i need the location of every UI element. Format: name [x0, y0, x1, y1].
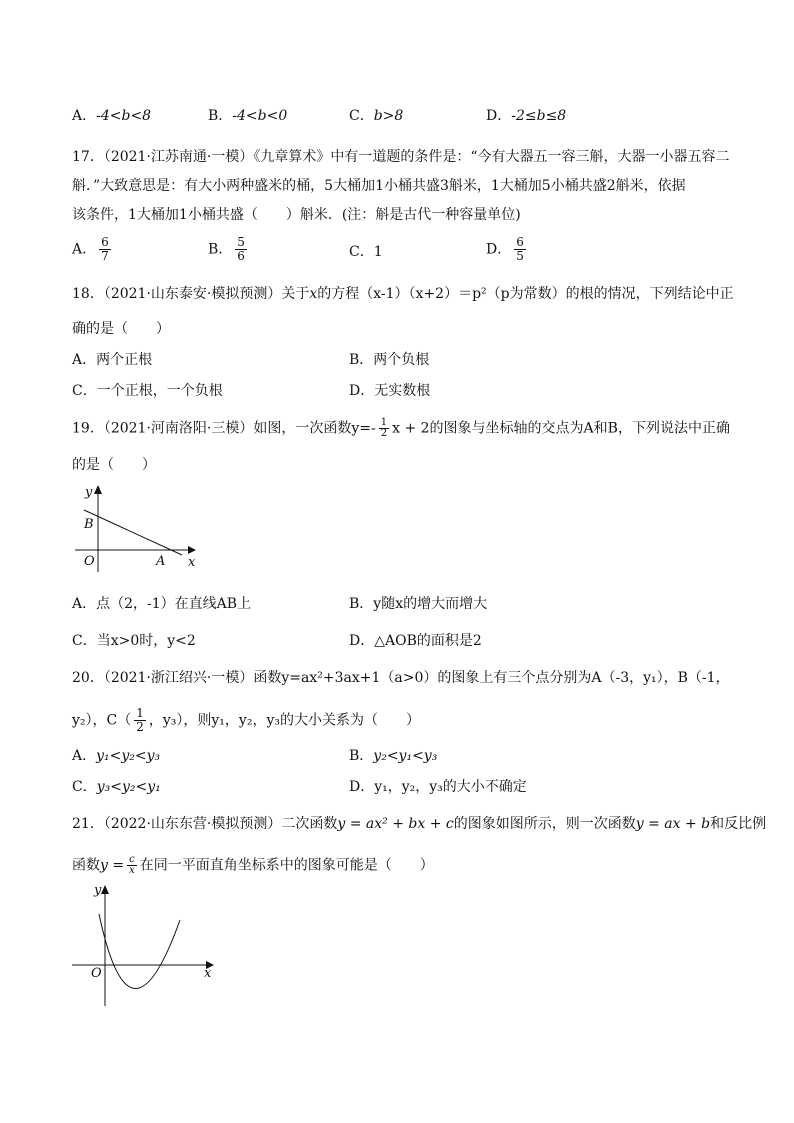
q19-graph — [70, 482, 200, 572]
q18-number: 18． — [72, 286, 104, 302]
q19-number: 19． — [72, 420, 104, 437]
q21-line-1: 21．（2022·山东东营·模拟预测）二次函数y = ax² + bx + c的图象如图所示，则一次函数y = ax + b和反比例 — [72, 816, 767, 832]
q18-option-b: B．两个负根 — [349, 352, 430, 368]
q16-option-c: C．b>8 — [349, 108, 404, 124]
q17-source: （2021·江苏南通·一模） — [103, 149, 254, 165]
q21-source: （2022·山东东营·模拟预测） — [103, 816, 282, 832]
q18-line-1: 18．（2021·山东泰安·模拟预测）关于x的方程（x-1）（x+2）＝p²（p为常数）的根的情况，下列结论中正 — [72, 286, 734, 302]
q18-option-a: A．两个正根 — [72, 352, 153, 368]
q20-number: 20． — [72, 670, 104, 686]
q18-source: （2021·山东泰安·模拟预测） — [103, 286, 282, 302]
q17-option-d: D． $\frac{6}{5}$ — [486, 235, 524, 263]
q20-option-d: D．y₁，y₂，y₃的大小不确定 — [349, 779, 527, 795]
q20-option-c: C．y₃<y₂<y₁ — [72, 779, 161, 795]
q19-y-label: y — [85, 485, 93, 500]
q19-option-a: A．点（2，-1）在直线AB上 — [72, 596, 252, 612]
q18-option-d: D．无实数根 — [349, 383, 431, 399]
q17-option-a: A． $\frac{6}{7}$ — [72, 235, 109, 263]
q21-y-arrow — [101, 885, 109, 894]
q20-line-1: 20．（2021·浙江绍兴·一模）函数y=ax²+3ax+1（a>0）的图象上有三个点分别为A（-3，y₁），B（-1， — [72, 670, 730, 686]
q19-x-label: x — [188, 555, 196, 570]
q19-point-b-label: B — [84, 517, 94, 532]
q16-option-b: B．-4<b<0 — [208, 108, 288, 124]
q19-y-arrow — [94, 485, 102, 494]
q21-line-2: 函数y = $\frac{c}{x}$ 在同一平面直角坐标系中的图象可能是（ ） — [72, 854, 434, 876]
q18-line-2: 确的是（ ） — [72, 321, 170, 337]
q19-origin-label: O — [84, 554, 95, 569]
q18-option-c: C．一个正根，一个负根 — [72, 383, 223, 399]
q21-number: 21． — [72, 816, 104, 832]
q17-option-c: C．1 — [349, 244, 383, 260]
q17-line-2: 斛．”大致意思是：有大小两种盛米的桶，5大桶加1小桶共盛3斛米，1大桶加5小桶共盛2斛米，依据 — [72, 178, 686, 194]
q19-source: （2021·河南洛阳·三模） — [103, 420, 254, 437]
q20-source: （2021·浙江绍兴·一模） — [103, 670, 254, 686]
q20-option-a: A．y₁<y₂<y₃ — [72, 748, 161, 764]
q17-number: 17． — [72, 149, 104, 165]
q19-x-arrow — [188, 546, 196, 554]
q21-x-label: x — [204, 966, 212, 981]
q21-parabola — [99, 914, 180, 989]
q19-line-ab — [84, 510, 182, 555]
q20-option-b: B．y₂<y₁<y₃ — [349, 748, 438, 764]
q21-y-label: y — [94, 883, 102, 898]
q16-option-d: D．-2≤b≤8 — [486, 108, 567, 124]
q21-graph — [70, 880, 220, 1010]
q19-option-b: B．y随x的增大而增大 — [349, 596, 488, 612]
q17-line-1: 17．（2021·江苏南通·一模）《九章算术》中有一道题的条件是：“今有大器五一容三斛，大器一小器五容二 — [72, 149, 730, 165]
q19-line-1: 19．（2021·河南洛阳·三模）如图，一次函数y=- $\frac{1}{2}$ x + 2的图象与坐标轴的交点为A和B，下列说法中正确 — [72, 417, 730, 439]
q19-option-d: D．△AOB的面积是2 — [349, 633, 482, 649]
q19-line-2: 的是（ ） — [72, 457, 156, 473]
q19-option-c: C．当x>0时，y<2 — [72, 633, 196, 649]
q16-option-a: A．-4<b<8 — [72, 108, 152, 124]
q20-line-2: y₂），C（ $\frac{1}{2}$ ，y₃），则y₁，y₂，y₃的大小关系为（ ） — [72, 706, 420, 734]
q17-line-3: 该条件，1大桶加1小桶共盛（ ）斛米．(注：斛是古代一种容量单位) — [72, 207, 521, 223]
q17-option-b: B． $\frac{5}{6}$ — [208, 235, 245, 263]
q21-origin-label: O — [91, 966, 102, 981]
q19-point-a-label: A — [156, 554, 166, 569]
